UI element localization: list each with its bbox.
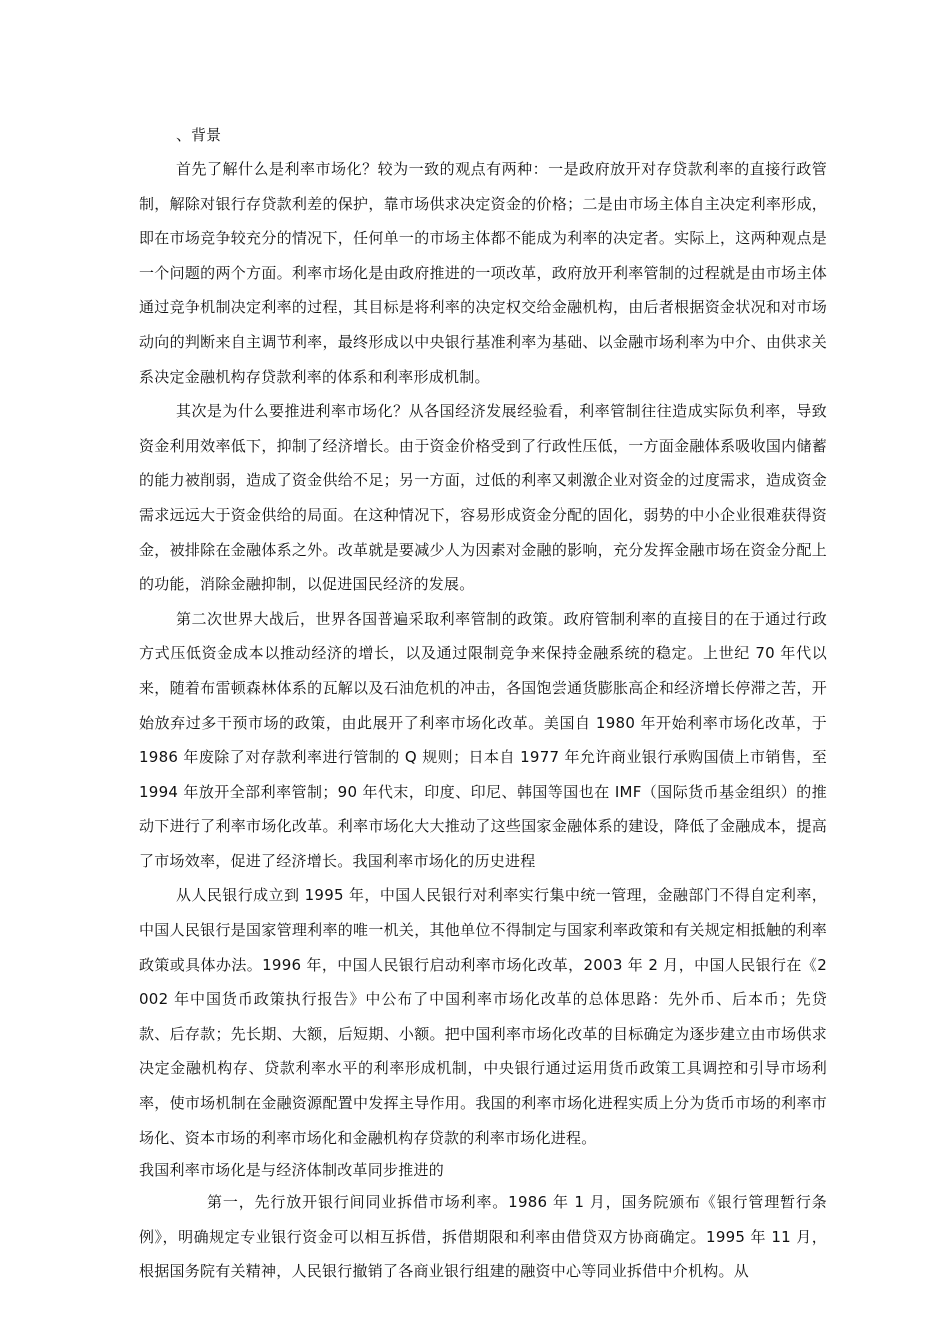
document-body	[139, 152, 827, 1289]
paragraph-china-history: 从人民银行成立到 1995 年，中国人民银行对利率实行集中统一管理，金融部门不得自定利率，中国人民银行是国家管理利率的唯一机关，其他单位不得制定与国家利率政策和有关规定相抵触的利率政策或具体办法。1996 年，中国人民银行启动利率市场化改革，2003 年 2 月，中国人民银行在《2002 年中国货币政策执行报告》中公布了中国利率市场化改革的总体思路：先外币、后本币；先贷款、后存款；先长期、大额，后短期、小额。把中国利率市场化改革的目标确定为逐步建立由市场供求决定金融机构存、贷款利率水平的利率形成机制，中央银行通过运用货币政策工具调控和引导市场利率，使市场机制在金融资源配置中发挥主导作用。我国的利率市场化进程实质上分为货币市场的利率市场化、资本市场的利率市场化和金融机构存贷款的利率市场化进程。	[139, 886, 827, 1147]
paragraph-why-reform: 其次是为什么要推进利率市场化？从各国经济发展经验看，利率管制往往造成实际负利率，导致资金利用效率低下，抑制了经济增长。由于资金价格受到了行政性压低，一方面金融体系吸收国内储蓄的能力被削弱，造成了资金供给不足；另一方面，过低的利率又刺激企业对资金的过度需求，造成资金需求远远大于资金供给的局面。在这种情况下，容易形成资金分配的固化，弱势的中小企业很难获得资金，被排除在金融体系之外。改革就是要减少人为因素对金融的影响，充分发挥金融市场在资金分配上的功能，消除金融抑制，以促进国民经济的发展。	[139, 402, 827, 594]
subheading: 我国利率市场化是与经济体制改革同步推进的	[139, 1161, 445, 1180]
section-heading: 、背景	[176, 126, 222, 144]
paragraph-definition: 首先了解什么是利率市场化？较为一致的观点有两种：一是政府放开对存贷款利率的直接行政管制，解除对银行存贷款利差的保护，靠市场供求决定资金的价格；二是由市场主体自主决定利率形成，即在市场竞争较充分的情况下，任何单一的市场主体都不能成为利率的决定者。实际上，这两种观点是一个问题的两个方面。利率市场化是由政府推进的一项改革，政府放开利率管制的过程就是由市场主体通过竞争机制决定利率的过程，其目标是将利率的决定权交给金融机构，由后者根据资金状况和对市场动向的判断来自主调节利率，最终形成以中央银行基准利率为基础、以金融市场利率为中介、由供求关系决定金融机构存贷款利率的体系和利率形成机制。	[139, 160, 827, 386]
paragraph-international-history: 第二次世界大战后，世界各国普遍采取利率管制的政策。政府管制利率的直接目的在于通过行政方式压低资金成本以推动经济的增长，以及通过限制竞争来保持金融系统的稳定。上世纪 70 年代以来，随着布雷顿森林体系的瓦解以及石油危机的冲击，各国饱尝通货膨胀高企和经济增长停滞之苦，开始放弃过多干预市场的政策，由此展开了利率市场化改革。美国自 1980 年开始利率市场化改革，于 1986 年废除了对存款利率进行管制的 Q 规则；日本自 1977 年允许商业银行承购国债上市销售，至 1994 年放开全部利率管制；90 年代末，印度、印尼、韩国等国也在 IMF（国际货币基金组织）的推动下进行了利率市场化改革。利率市场化大大推动了这些国家金融体系的建设，降低了金融成本，提高了市场效率，促进了经济增长。我国利率市场化的历史进程	[139, 609, 827, 870]
paragraph-interbank-market: 第一，先行放开银行间同业拆借市场利率。1986 年 1 月，国务院颁布《银行管理暂行条例》，明确规定专业银行资金可以相互拆借，拆借期限和利率由借贷双方协商确定。1995 年 11 月，根据国务院有关精神，人民银行撤销了各商业银行组建的融资中心等同业拆借中介机构。从	[139, 1193, 827, 1281]
